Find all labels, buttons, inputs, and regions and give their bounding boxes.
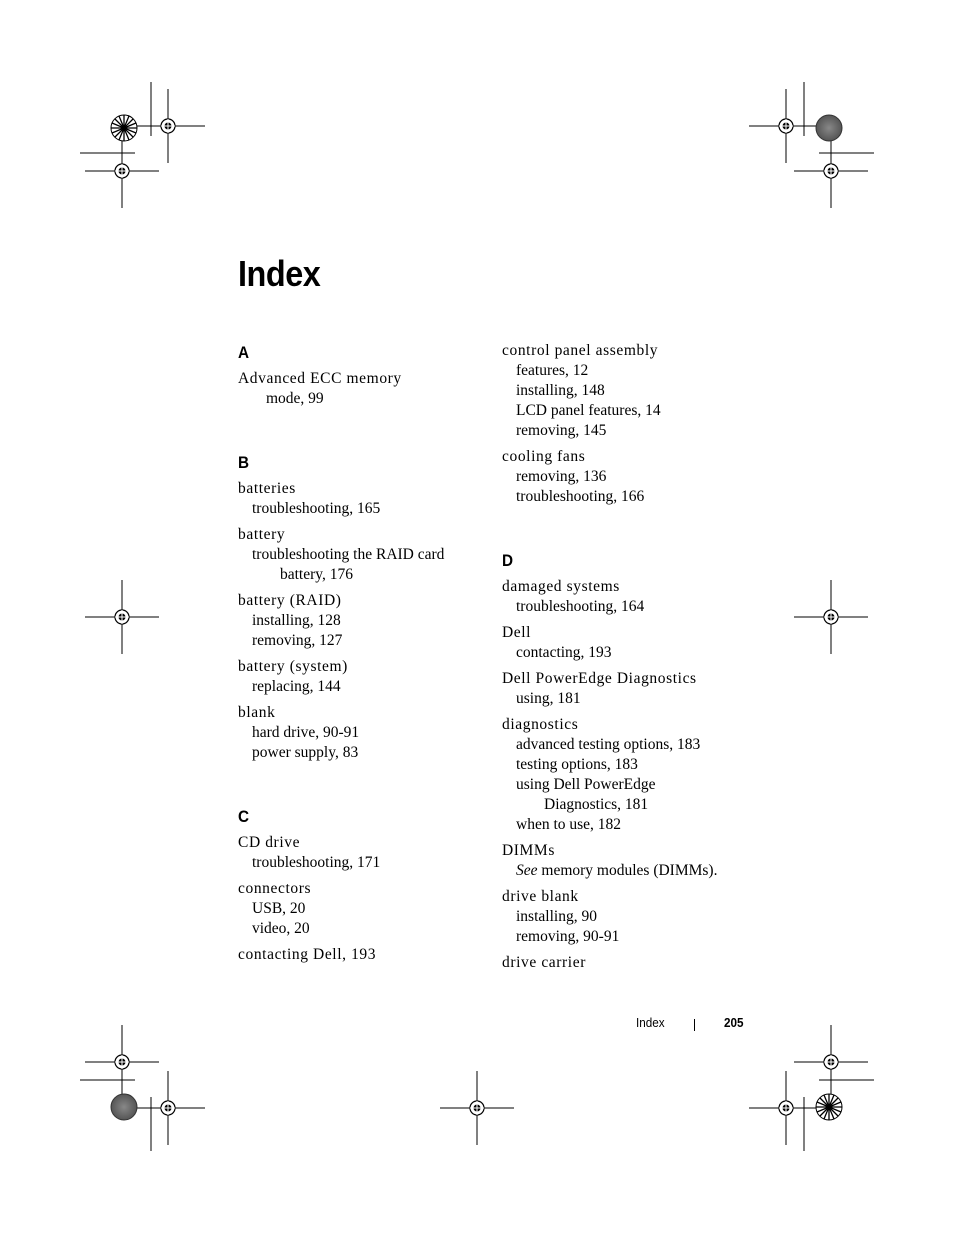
index-entry [238, 945, 488, 965]
index-subentry: LCD panel features, 14 [516, 402, 661, 419]
index-subentry: power supply, 83 [252, 744, 359, 761]
index-entry [238, 369, 488, 409]
page-number: 205 [724, 1015, 744, 1030]
star-target-icon [111, 115, 137, 141]
index-term: drive carrier [502, 954, 586, 971]
section-spacer [238, 769, 488, 805]
index-subentry: removing, 127 [252, 632, 343, 649]
index-term: battery [238, 526, 286, 543]
index-entry [238, 525, 488, 585]
index-subentry: video, 20 [252, 920, 310, 937]
page-footer [600, 1015, 746, 1035]
index-subentry: installing, 128 [252, 612, 341, 629]
index-entry [238, 879, 488, 939]
index-subentry-continued: battery, 176 [280, 566, 354, 583]
index-subentry: removing, 90-91 [516, 928, 620, 945]
index-subentry: contacting, 193 [516, 644, 612, 661]
index-subentry: features, 12 [516, 362, 589, 379]
subentry-text: memory modules (DIMMs). [537, 862, 718, 879]
see-reference: See [516, 862, 538, 879]
footer-divider [694, 1019, 695, 1031]
index-column-right [502, 341, 752, 979]
section-letter: B [238, 453, 250, 472]
index-entry [502, 841, 752, 881]
index-subentry: removing, 145 [516, 422, 607, 439]
index-subentry: when to use, 182 [516, 816, 622, 833]
section-spacer [502, 513, 752, 549]
section-letter: C [238, 807, 250, 826]
index-term: cooling fans [502, 448, 586, 465]
gray-target-icon [816, 115, 842, 141]
index-entry [502, 669, 752, 709]
index-term: DIMMs [502, 842, 555, 859]
index-entry [502, 341, 752, 441]
index-term: control panel assembly [502, 342, 659, 359]
index-term: connectors [238, 880, 312, 897]
page-title: Index [238, 253, 321, 294]
section-letter: D [502, 551, 514, 570]
index-subentry: hard drive, 90-91 [252, 724, 360, 741]
index-term: blank [238, 704, 276, 721]
index-subentry: troubleshooting, 165 [252, 500, 381, 517]
index-term: CD drive [238, 834, 301, 851]
index-entry [502, 577, 752, 617]
index-subentry [502, 861, 752, 881]
index-subentry: installing, 90 [516, 908, 597, 925]
index-subentry: removing, 136 [516, 468, 607, 485]
index-term: battery (RAID) [238, 592, 342, 609]
gray-target-icon [111, 1094, 137, 1120]
index-term: diagnostics [502, 716, 579, 733]
index-entry [238, 591, 488, 651]
index-entry [502, 887, 752, 947]
index-entry [238, 703, 488, 763]
index-subentry-continued: Diagnostics, 181 [544, 796, 649, 813]
index-subentry: advanced testing options, 183 [516, 736, 701, 753]
section-letter: A [238, 343, 250, 362]
index-term: Dell PowerEdge Diagnostics [502, 670, 697, 687]
index-column-left [238, 341, 488, 971]
index-subentry: troubleshooting, 164 [516, 598, 645, 615]
index-term: Dell [502, 624, 532, 641]
index-subentry: replacing, 144 [252, 678, 341, 695]
index-term: damaged systems [502, 578, 620, 595]
index-entry [238, 833, 488, 873]
index-entry [502, 953, 752, 973]
index-term: drive blank [502, 888, 579, 905]
section-spacer [238, 415, 488, 451]
index-entry [238, 479, 488, 519]
index-entry [502, 623, 752, 663]
star-target-icon [816, 1094, 842, 1120]
index-term: Advanced ECC memory [238, 370, 402, 387]
index-subentry: testing options, 183 [516, 756, 638, 773]
index-subentry: troubleshooting the RAID card [252, 546, 445, 563]
index-entry [502, 715, 752, 835]
index-term: battery (system) [238, 658, 348, 675]
index-subentry: troubleshooting, 171 [252, 854, 381, 871]
index-entry [502, 447, 752, 507]
index-term: batteries [238, 480, 296, 497]
index-subentry: using, 181 [516, 690, 581, 707]
footer-section-label: Index [636, 1015, 665, 1030]
index-subentry: using Dell PowerEdge [516, 776, 656, 793]
index-subentry: USB, 20 [252, 900, 306, 917]
index-subentry: installing, 148 [516, 382, 605, 399]
index-term-continued: mode, 99 [266, 390, 324, 407]
index-entry [238, 657, 488, 697]
index-subentry: troubleshooting, 166 [516, 488, 645, 505]
index-term: contacting Dell, 193 [238, 946, 377, 963]
